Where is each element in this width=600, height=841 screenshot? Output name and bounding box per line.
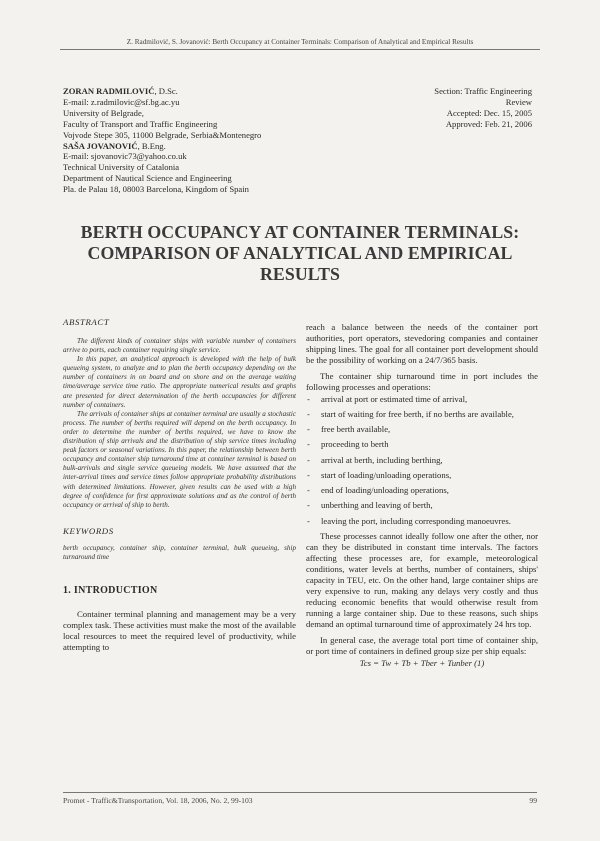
list-item: - arrival at port or estimated time of arrival, — [306, 394, 538, 405]
list-item: - arrival at berth, including berthing, — [306, 455, 538, 466]
author-affiliation-line: Technical University of Catalonia — [63, 162, 180, 173]
approved-date: Approved: Feb. 21, 2006 — [445, 118, 532, 129]
abstract-paragraph: In this paper, an analytical approach is developed with the help of bulk queueing system, to analyze and to plan the berth occupancy depending on the number of containers in on board and on shore and on the average waiting time/average service time ratio. The appropriate numerical results and graphs are presented for direct determination of the berth occupancies for different number of containers. — [63, 355, 296, 409]
section-label: Section: Traffic Engineering — [434, 86, 532, 96]
author-block — [63, 86, 353, 195]
left-column — [63, 317, 296, 653]
author-name: SAŠA JOVANOVIĆ — [63, 140, 138, 151]
author-email: E-mail: z.radmilovic@sf.bg.ac.yu — [63, 96, 180, 107]
author-degree: , D.Sc. — [154, 86, 178, 96]
list-item: - proceeding to berth — [306, 439, 538, 450]
author-name: ZORAN RADMILOVIĆ — [63, 86, 155, 96]
abstract-body — [63, 337, 296, 510]
accepted-date: Accepted: Dec. 15, 2005 — [446, 107, 532, 118]
introduction-heading: 1. INTRODUCTION — [63, 584, 158, 596]
page-footer — [63, 792, 537, 805]
list-item: - free berth available, — [306, 424, 538, 435]
author-affiliation-line: Vojvode Stepe 305, 11000 Belgrade, Serbia&Montenegro — [63, 129, 262, 140]
continuation-paragraph: reach a balance between the needs of the container port authorities, port operators, stevedoring companies and container shipping lines. The goal for all container port development should be the possibility of working on a 24/7/365 basis. — [306, 322, 538, 365]
author-affiliation-line: Pla. de Palau 18, 08003 Barcelona, Kingdom of Spain — [63, 184, 249, 195]
section-info — [332, 86, 532, 130]
list-item: - start of loading/unloading operations, — [306, 470, 538, 481]
keywords-text: berth occupancy, container ship, container terminal, bulk queueing, ship turnaround time — [63, 543, 296, 561]
abstract-paragraph: The arrivals of container ships at container terminal are usually a stochastic process. The number of berths required will depend on the berth occupancy. In order to determine the number of berths required, we have to know the distribution of ship arrivals and the distribution of ship service times including peak factors or seasonal variations. In this paper, the relationship between berth occupancy and container ship turnaround time at container terminal is based on bulk-arrivals and single service queueing models. We have assumed that the inter-arrival times and service times follow appropriate probability distributions with determined limitations. However, given results can be used with a high degree of confidence for first approximate solutions and as the control of berth occupancy or arrival of ship to berth. — [63, 409, 296, 509]
abstract-paragraph: The different kinds of container ships with variable number of containers arrive to ports, each container requiring single service. — [63, 337, 296, 355]
list-intro-paragraph: The container ship turnaround time in port includes the following processes and operations: — [306, 370, 538, 392]
equation-1: Tcs = Tw + Tb + Tber + Tunber (1) — [359, 658, 485, 669]
author-affiliation-line: Faculty of Transport and Traffic Engineering — [63, 118, 218, 129]
list-item: - leaving the port, including corresponding manoeuvres. — [306, 516, 538, 527]
introduction-paragraph: Container terminal planning and management may be a very complex task. These activities must make the most of the available local resources to meet the required level of productivity, while attempting to — [63, 608, 296, 652]
list-item: - unberthing and leaving of berth, — [306, 500, 538, 511]
body-paragraph: These processes cannot ideally follow one after the other, nor can they be distributed in constant time intervals. The factors affecting these processes are, for example, meteorological conditions, water levels at berths, number of containers, ships' capacity in TEU, etc. On the other hand, large container ships are very expensive to run, making any delays very costly and thus reducing economic benefits that would otherwise result from running a large container ship. Due to these reasons, such ships demand an optimal turnaround time of approximately 24 hrs top. — [306, 530, 538, 629]
keywords-heading: KEYWORDS — [63, 525, 114, 536]
author-name-line — [63, 86, 353, 97]
abstract-heading: ABSTRACT — [63, 317, 110, 327]
author-affiliation-line: University of Belgrade, — [63, 107, 144, 118]
author-degree: , B.Eng. — [137, 140, 166, 151]
list-item: - end of loading/unloading operations, — [306, 485, 538, 496]
turnaround-steps-list — [306, 394, 538, 527]
paper-title: BERTH OCCUPANCY AT CONTAINER TERMINALS: COMPARISON OF ANALYTICAL AND EMPIRICAL RESULTS — [80, 222, 520, 284]
running-header: Z. Radmilović, S. Jovanović: Berth Occupancy at Container Terminals: Comparison of Analytical and Empirical Results — [60, 38, 540, 50]
right-column — [306, 322, 538, 669]
page-number: 99 — [529, 796, 537, 805]
author-name-line — [63, 141, 353, 152]
author-affiliation-line: Department of Nautical Science and Engineering — [63, 173, 232, 184]
list-item: - start of waiting for free berth, if no berths are available, — [306, 409, 538, 420]
article-type: Review — [505, 96, 532, 107]
journal-citation: Promet - Traffic&Transportation, Vol. 18, 2006, No. 2, 99-103 — [63, 796, 253, 805]
body-paragraph: In general case, the average total port time of container ship, or port time of containers in defined group size per ship equals: — [306, 634, 538, 656]
author-email: E-mail: sjovanovic73@yahoo.co.uk — [63, 151, 187, 162]
